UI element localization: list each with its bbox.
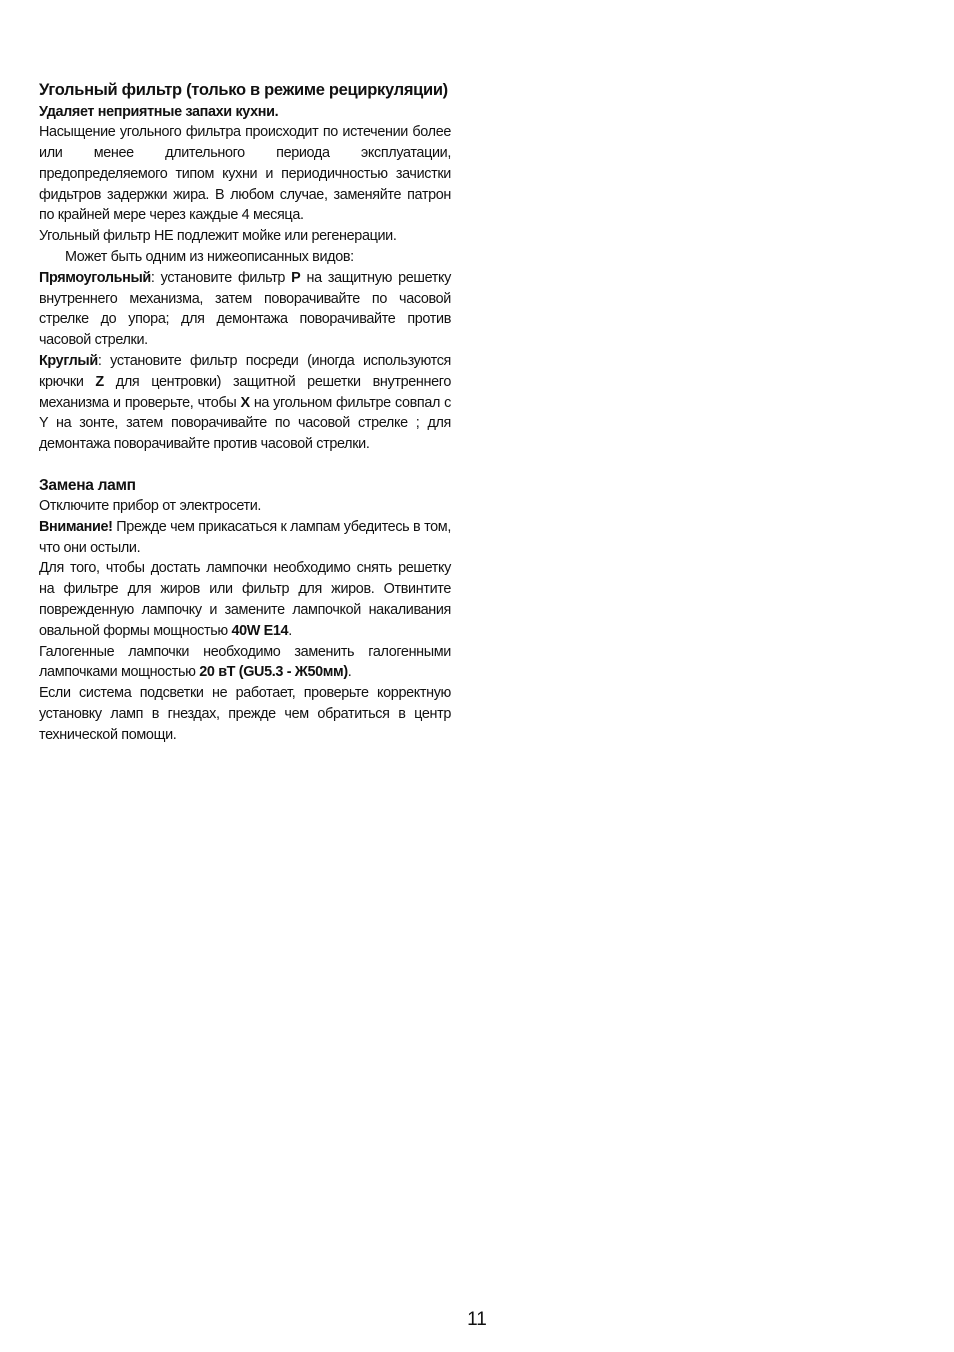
label-warning: Внимание! [39,518,113,535]
label-40w: 40W E14 [231,622,289,639]
text-p3c: . [288,622,292,639]
paragraph-warning [39,517,451,559]
paragraph-types: Может быть одним из нижеописанных видов: [65,249,354,266]
text-round-c: на угольном фильтре совпал с Y на зонте, затем поворачивайте по часовой стрелке ; для демонтажа поворачивайте против часовой стрелки. [39,394,452,453]
section-gap [39,455,451,475]
section-title-lamps: Замена ламп [39,477,136,495]
page-number: 11 [467,1309,487,1330]
paragraph-round [39,351,451,455]
text-p4c: . [347,664,352,681]
text-rect-b: на защитную решетку внутреннего механизма, затем поворачивайте по часовой стрелке до упора; для демонтажа поворачивайте против часовой стрелки. [39,269,451,349]
text-round-b: для центровки) защитной решетки внутреннего механизма и проверьте, чтобы [39,373,451,411]
label-z: Z [95,373,104,390]
paragraph-saturation: Насыщение угольного фильтра происходит по истечении более или менее длительного периода эксплуатации, предопределяемого типом кухни и периодичностью зачистки фидьтров задержки жира. В любом случае, заменяйте патрон по крайней мере через каждые 4 месяца. [39,124,451,224]
label-rectangular: Прямоугольный [39,269,151,286]
text-round-a: : установите фильтр посреди (иногда используются крючки [39,353,451,390]
text-p3a: Для того, чтобы достать лампочки необходимо снять решетку на фильтре для жиров или фильтр для жиров. Отвинтите поврежденную лампочку и замените лампочкой накаливания овальной формы мощностью [39,560,451,639]
paragraph-service: Если система подсветки не работает, проверьте корректную установку ламп в гнездах, прежде чем обратиться в центр технической помощи. [39,685,451,743]
label-x: X [240,394,250,411]
paragraph-halogen [39,642,451,684]
text-p4a: Галогенные лампочки необходимо заменить галогенными лампочками мощностью [39,643,451,681]
text-warning: Прежде чем прикасаться к лампам убедитесь в том, что они остыли. [39,518,451,556]
section-subtitle: Удаляет неприятные запахи кухни. [39,103,279,120]
paragraph-rectangular [39,268,451,351]
label-round: Круглый [39,353,98,370]
paragraph-remove-bulbs [39,558,451,641]
paragraph-no-wash: Угольный фильтр НЕ подлежит мойке или регенерации. [39,228,397,245]
label-20w: 20 вТ (GU5.3 - Ж50мм) [199,664,348,681]
text-rect-a: : установите фильтр [150,269,292,286]
label-p: P [291,269,301,286]
section-title-charcoal-filter: Угольный фильтр (только в режиме рециркуляции) [39,81,448,99]
paragraph-disconnect: Отключите прибор от электросети. [39,498,262,515]
text-column [39,79,451,746]
